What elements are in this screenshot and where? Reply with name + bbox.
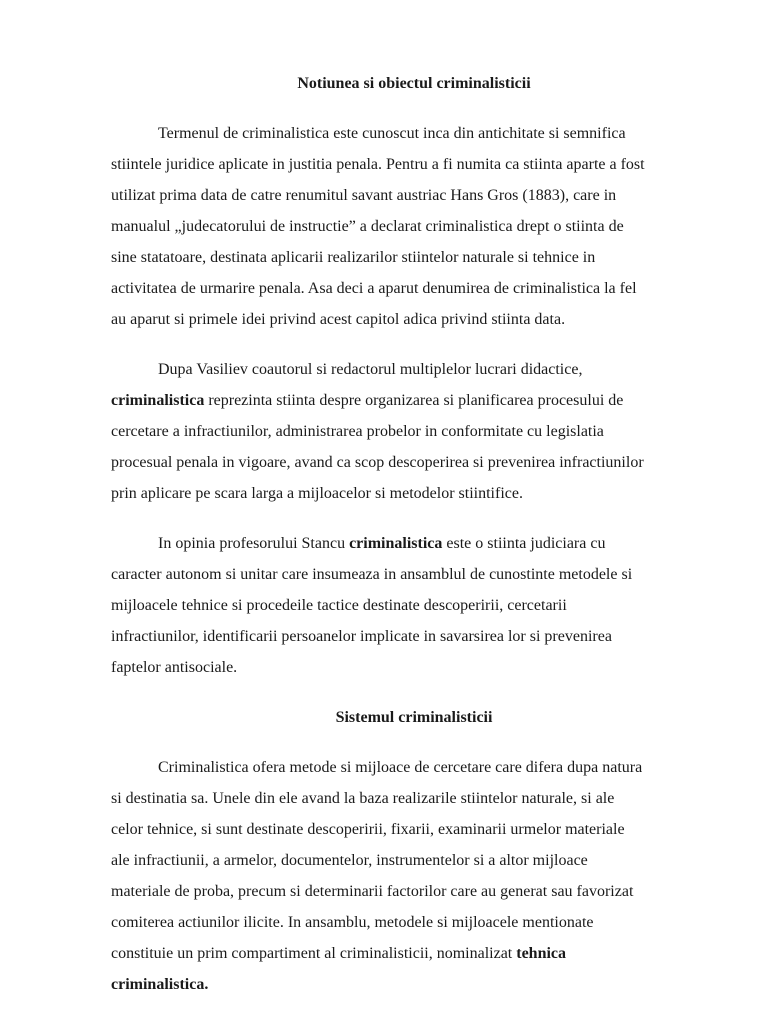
paragraph-4-line: celor tehnice, si sunt destinate descoperirii, fixarii, examinarii urmelor materiale	[111, 821, 625, 838]
paragraph-1-line: utilizat prima data de catre renumitul savant austriac Hans Gros (1883), care in	[111, 187, 617, 204]
line-text: constituie un prim compartiment al criminalisticii, nominalizat	[111, 945, 517, 962]
paragraph-4-line: Criminalistica ofera metode si mijloace de cercetare care difera dupa natura	[158, 759, 643, 776]
paragraph-2-line: prin aplicare pe scara larga a mijloacelor si metodelor stiintifice.	[111, 485, 523, 502]
paragraph-4-line: si destinatia sa. Unele din ele avand la baza realizarile stiintelor naturale, si ale	[111, 790, 615, 807]
line-text: reprezinta stiinta despre organizarea si planificarea procesului de	[204, 392, 624, 409]
paragraph-1-line: stiintele juridice aplicate in justitia penala. Pentru a fi numita ca stiinta aparte a fost	[111, 156, 645, 173]
paragraph-4-line: materiale de proba, precum si determinarii factorilor care au generat sau favorizat	[111, 883, 634, 900]
paragraph-3	[111, 528, 717, 683]
paragraph-1-line: manualul „judecatorului de instructie” a declarat criminalistica drept o stiinta de	[111, 218, 624, 235]
paragraph-2-line	[111, 385, 717, 416]
line-text: este o stiinta judiciara cu	[442, 535, 606, 552]
bold-term: criminalistica	[111, 392, 205, 409]
paragraph-2	[111, 354, 717, 509]
bold-term: tehnica	[516, 945, 567, 962]
paragraph-4-line: ale infractiunii, a armelor, documentelor, instrumentelor si a altor mijloace	[111, 852, 588, 869]
paragraph-2-line: cercetare a infractiunilor, administrarea probelor in conformitate cu legislatia	[111, 423, 604, 440]
bold-term: criminalistica.	[111, 976, 209, 993]
paragraph-1-line: sine statatoare, destinata aplicarii realizarilor stiintelor naturale si tehnice in	[111, 249, 596, 266]
paragraph-2-line: Dupa Vasiliev coautorul si redactorul multiplelor lucrari didactice,	[158, 361, 583, 378]
section-subtitle: Sistemul criminalisticii	[335, 709, 493, 726]
paragraph-1	[111, 118, 717, 335]
paragraph-3-line: infractiunilor, identificarii persoanelor implicate in savarsirea lor si prevenirea	[111, 628, 612, 645]
paragraph-3-line: caracter autonom si unitar care insumeaza in ansamblul de cunostinte metodele si	[111, 566, 633, 583]
paragraph-4	[111, 752, 717, 1000]
paragraph-4-line	[111, 969, 717, 1000]
paragraph-3-line: mijloacele tehnice si procedeile tactice destinate descoperirii, cercetarii	[111, 597, 567, 614]
paragraph-3-line: faptelor antisociale.	[111, 659, 238, 676]
paragraph-3-line	[111, 528, 717, 559]
document-title: Notiunea si obiectul criminalisticii	[297, 75, 531, 92]
paragraph-4-line: comiterea actiunilor ilicite. In ansamblu, metodele si mijloacele mentionate	[111, 914, 594, 931]
bold-term: criminalistica	[349, 535, 443, 552]
paragraph-2-line: procesual penala in vigoare, avand ca scop descoperirea si prevenirea infractiunilor	[111, 454, 644, 471]
paragraph-1-line: Termenul de criminalistica este cunoscut inca din antichitate si semnifica	[158, 125, 626, 142]
paragraph-1-line: au aparut si primele idei privind acest capitol adica privind stiinta data.	[111, 311, 566, 328]
line-text: In opinia profesorului Stancu	[158, 535, 350, 552]
paragraph-4-line	[111, 938, 717, 969]
paragraph-1-line: activitatea de urmarire penala. Asa deci a aparut denumirea de criminalistica la fel	[111, 280, 637, 297]
